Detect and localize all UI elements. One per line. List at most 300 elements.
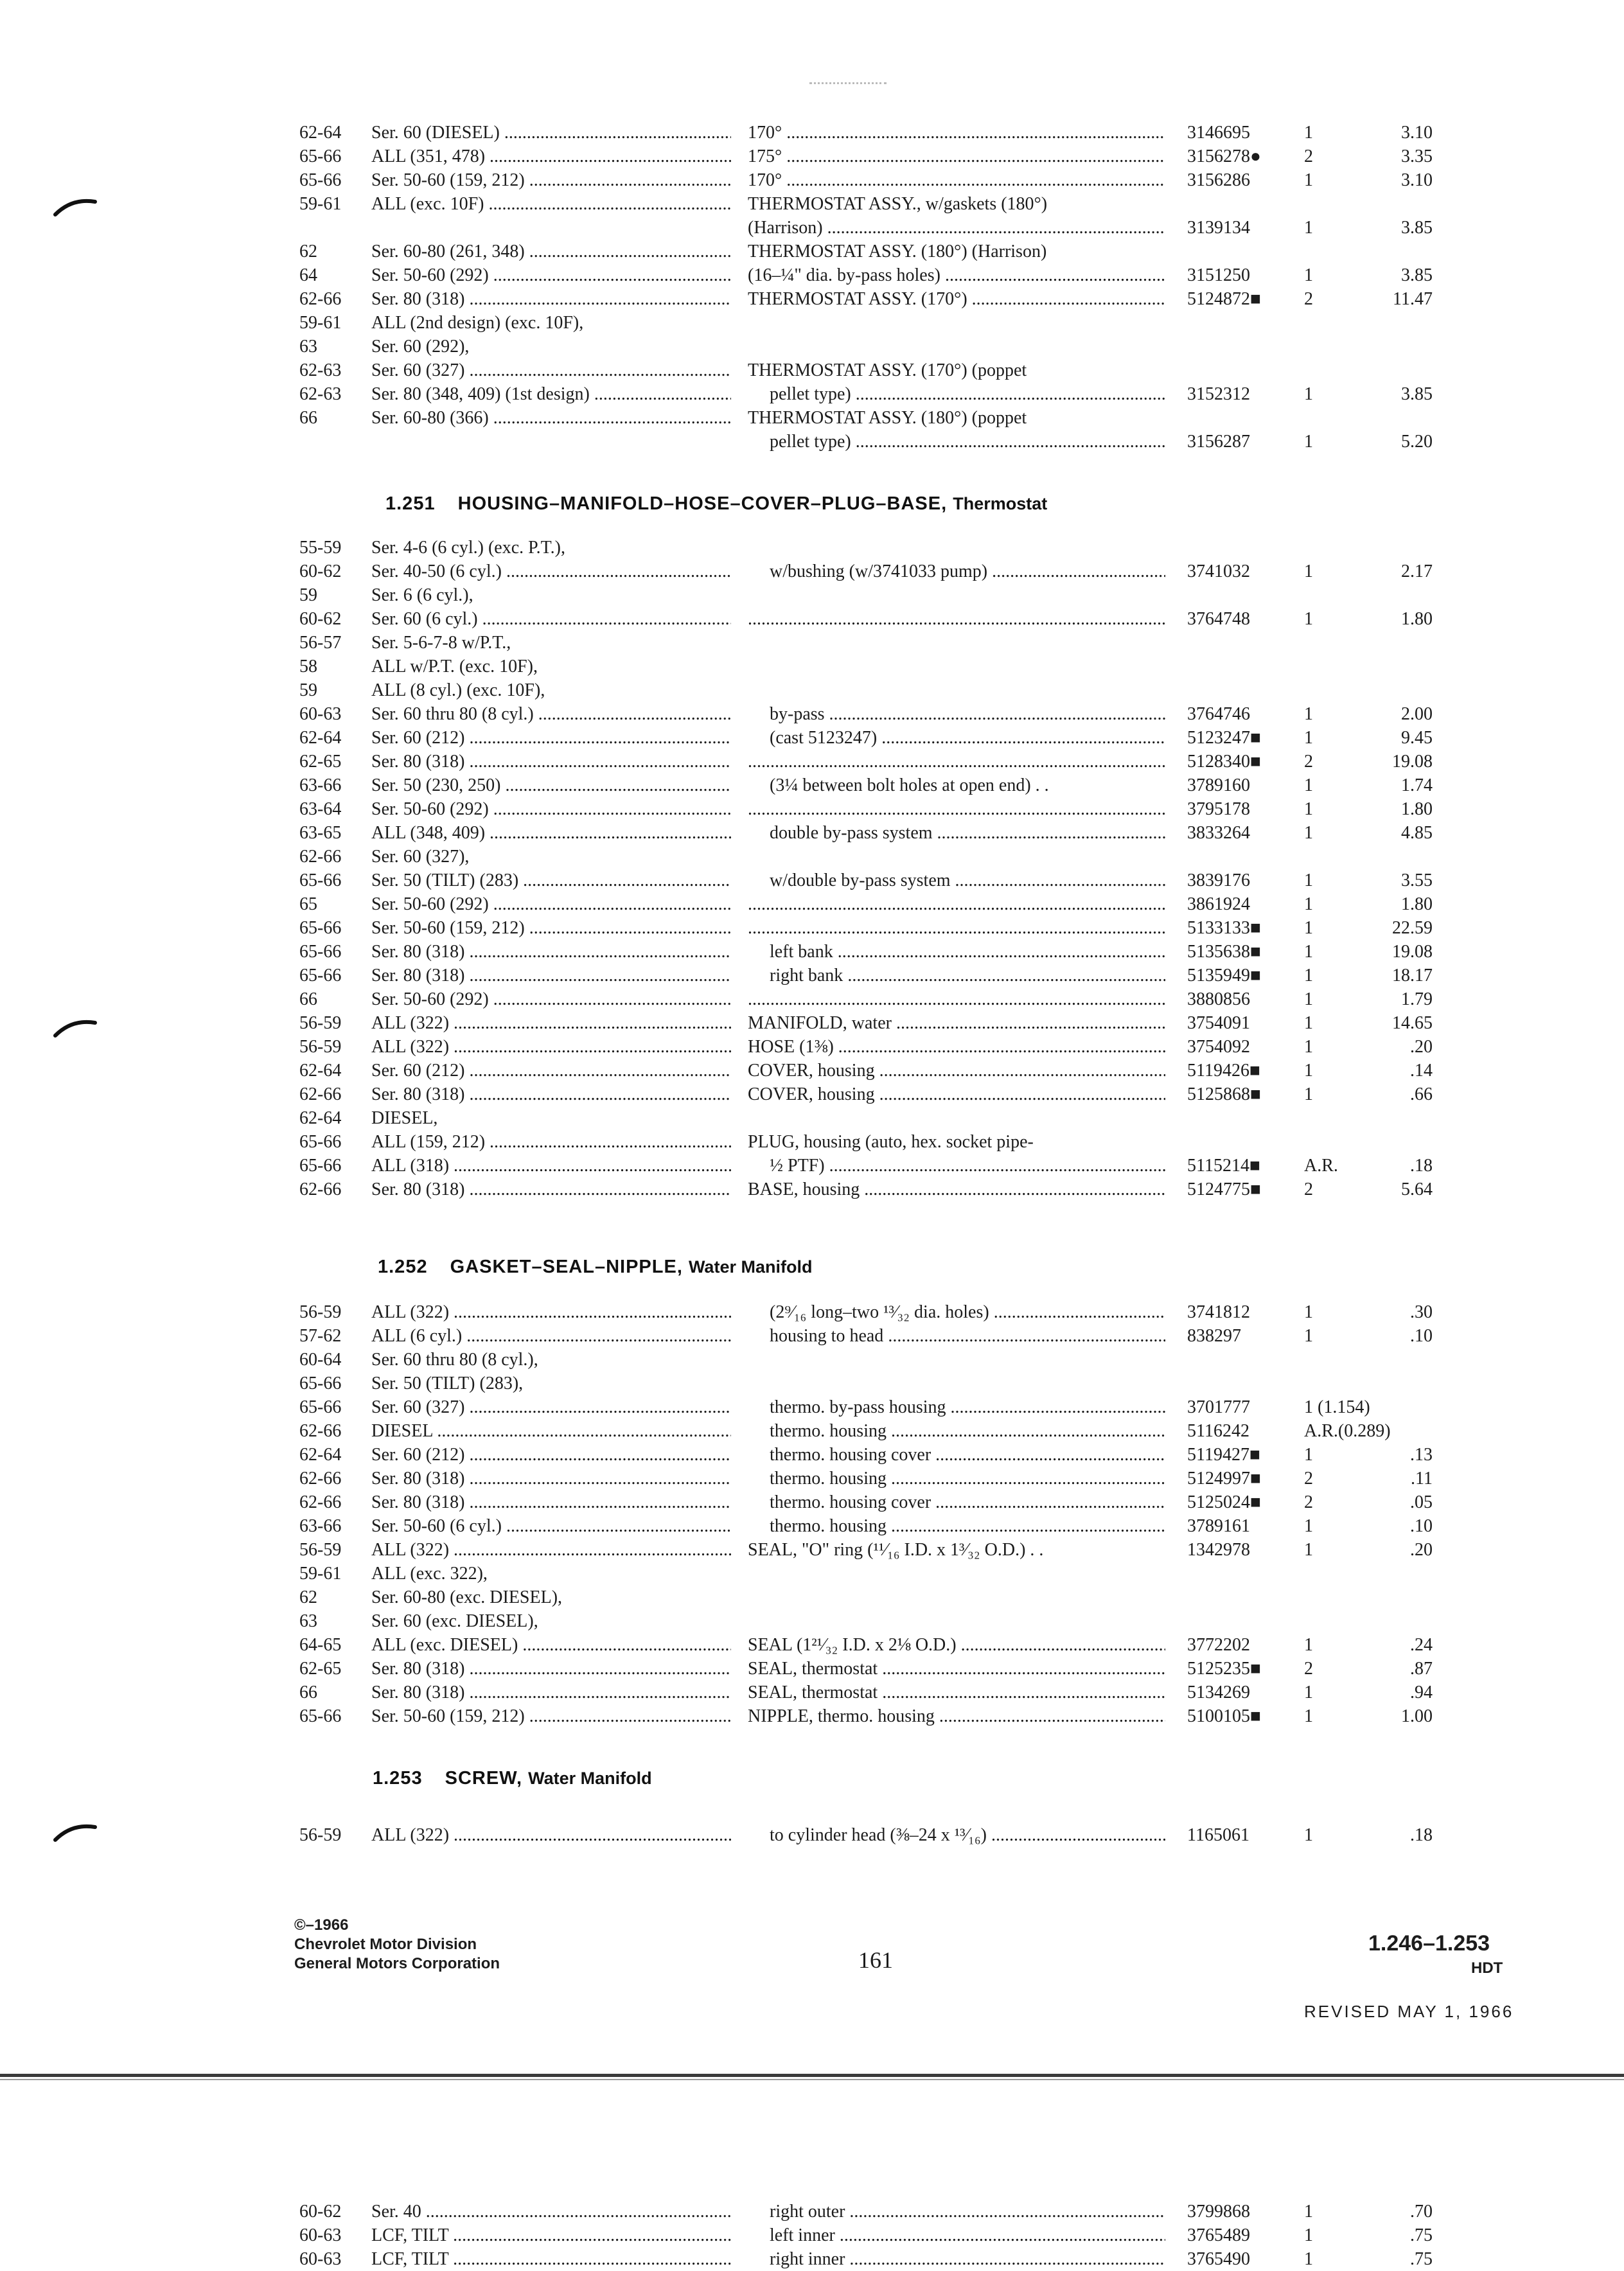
price-text: 1.80 xyxy=(1401,799,1433,819)
page-divider-shadow xyxy=(0,2079,1624,2080)
price-text: .30 xyxy=(1410,1302,1433,1322)
part-number-text: 3754091 xyxy=(1187,1013,1250,1033)
part-number xyxy=(1187,773,1309,797)
part-number-text: 3880856 xyxy=(1187,989,1250,1009)
model-year xyxy=(299,1823,376,1847)
part-number xyxy=(1187,916,1309,940)
price-text: 3.35 xyxy=(1401,146,1433,166)
model-year-text: 65-66 xyxy=(299,1156,342,1176)
application-text: ALL (318) xyxy=(371,1156,450,1176)
part-number-text: 3861924 xyxy=(1187,894,1250,914)
part-number-text: 838297 xyxy=(1187,1326,1241,1346)
description-text: to cylinder head (⅜–24 x ¹³⁄₁₆) xyxy=(770,1825,987,1845)
application xyxy=(371,702,731,726)
description-text: left inner xyxy=(770,2225,835,2245)
model-year-text: 59 xyxy=(299,585,317,605)
price-text: 2.17 xyxy=(1401,561,1433,581)
model-year xyxy=(299,678,376,702)
parts-row xyxy=(0,1586,1624,1609)
application xyxy=(371,1443,731,1467)
description xyxy=(748,1467,1165,1490)
quantity-text: 1 xyxy=(1304,265,1313,285)
model-year xyxy=(299,869,376,892)
model-year xyxy=(299,916,376,940)
description xyxy=(748,1443,1165,1467)
application-text: Ser. 50-60 (292) xyxy=(371,989,489,1009)
model-year-text: 65-66 xyxy=(299,1397,342,1417)
application xyxy=(371,536,731,560)
model-year xyxy=(299,1035,376,1059)
price xyxy=(1343,1538,1433,1562)
description-text: MANIFOLD, water xyxy=(748,1013,892,1033)
application xyxy=(371,845,731,869)
parts-row xyxy=(0,145,1624,168)
description xyxy=(748,797,1165,821)
description xyxy=(748,2247,1165,2271)
model-year xyxy=(299,631,376,655)
description-text: by-pass xyxy=(770,704,825,724)
application xyxy=(371,263,731,287)
description xyxy=(748,2223,1165,2247)
description xyxy=(748,1395,1165,1419)
price-text: .75 xyxy=(1410,2225,1433,2245)
quantity-text: 1 xyxy=(1304,1061,1313,1081)
price xyxy=(1343,821,1433,845)
model-year xyxy=(299,536,376,560)
part-number-text: 5119426■ xyxy=(1187,1061,1260,1081)
quantity-text: 1 xyxy=(1304,1516,1313,1536)
application-text: ALL (8 cyl.) (exc. 10F), xyxy=(371,680,545,700)
model-year-text: 62-66 xyxy=(299,1084,342,1104)
model-year xyxy=(299,773,376,797)
section-1251 xyxy=(0,536,1624,1201)
application-text: ALL (322) xyxy=(371,1540,450,1560)
parts-row xyxy=(0,287,1624,311)
application xyxy=(371,655,731,678)
model-year xyxy=(299,1443,376,1467)
application xyxy=(371,145,731,168)
model-year xyxy=(299,1082,376,1106)
parts-row xyxy=(0,1395,1624,1419)
part-number xyxy=(1187,1681,1309,1704)
description xyxy=(748,1419,1165,1443)
description xyxy=(748,702,1165,726)
parts-row xyxy=(0,536,1624,560)
application xyxy=(371,335,731,358)
part-number-text: 3146695 xyxy=(1187,123,1250,143)
quantity-text: A.R.(0.289) xyxy=(1304,1421,1391,1441)
part-number-text: 1165061 xyxy=(1187,1825,1249,1845)
application-text: Ser. 80 (318) xyxy=(371,1469,465,1489)
part-number-text: 3839176 xyxy=(1187,870,1250,890)
model-year xyxy=(299,1681,376,1704)
part-number-text: 3754092 xyxy=(1187,1037,1250,1057)
description-text: 170° xyxy=(748,170,782,190)
model-year-text: 63-64 xyxy=(299,799,342,819)
application-text: Ser. 60 (212) xyxy=(371,1445,465,1465)
parts-row xyxy=(0,311,1624,335)
part-number xyxy=(1187,869,1309,892)
parts-row xyxy=(0,1681,1624,1704)
quantity-text: 1 xyxy=(1304,799,1313,819)
model-year-text: 62-66 xyxy=(299,1421,342,1441)
price xyxy=(1343,145,1433,168)
price xyxy=(1343,869,1433,892)
description-text: NIPPLE, thermo. housing xyxy=(748,1706,935,1726)
application xyxy=(371,1490,731,1514)
price-text: .75 xyxy=(1410,2249,1433,2269)
parts-row xyxy=(0,678,1624,702)
section-heading-1251 xyxy=(385,493,1047,515)
quantity-text: 2 xyxy=(1304,289,1313,309)
model-year-text: 56-59 xyxy=(299,1013,342,1033)
description-text: COVER, housing xyxy=(748,1061,875,1081)
model-year xyxy=(299,1657,376,1681)
model-year-text: 56-57 xyxy=(299,633,342,653)
model-year xyxy=(299,1609,376,1633)
description-text: 170° xyxy=(748,123,782,143)
parts-row xyxy=(0,821,1624,845)
application-text: Ser. 60 (exc. DIESEL), xyxy=(371,1611,538,1631)
description-text: pellet type) xyxy=(770,384,851,404)
part-number xyxy=(1187,168,1309,192)
parts-row xyxy=(0,702,1624,726)
scan-artifact xyxy=(809,82,887,87)
price-text: .10 xyxy=(1410,1516,1433,1536)
description xyxy=(748,1633,1165,1657)
model-year xyxy=(299,940,376,964)
model-year-text: 62 xyxy=(299,1587,317,1607)
part-number xyxy=(1187,560,1309,583)
application xyxy=(371,240,731,263)
application xyxy=(371,1657,731,1681)
price xyxy=(1343,1300,1433,1324)
model-year-text: 57-62 xyxy=(299,1326,342,1346)
parts-row xyxy=(0,1082,1624,1106)
application xyxy=(371,821,731,845)
description-text: (16–¼" dia. by-pass holes) xyxy=(748,265,940,285)
part-number-text: 5135949■ xyxy=(1187,966,1261,985)
description xyxy=(748,1059,1165,1082)
parts-row xyxy=(0,987,1624,1011)
price-text: 5.64 xyxy=(1401,1180,1433,1199)
model-year-text: 62-66 xyxy=(299,1469,342,1489)
quantity-text: 2 xyxy=(1304,146,1313,166)
part-number xyxy=(1187,750,1309,773)
description xyxy=(748,560,1165,583)
model-year-text: 62-64 xyxy=(299,728,342,748)
price-text: .24 xyxy=(1410,1635,1433,1655)
quantity-text: 1 xyxy=(1304,918,1313,938)
quantity-text: 1 xyxy=(1304,966,1313,985)
model-year xyxy=(299,168,376,192)
price xyxy=(1343,1681,1433,1704)
part-number-text: 5133133■ xyxy=(1187,918,1261,938)
part-number-text: 5123247■ xyxy=(1187,728,1261,748)
parts-row xyxy=(0,1562,1624,1586)
price xyxy=(1343,1823,1433,1847)
quantity-text: A.R. xyxy=(1304,1156,1338,1176)
application xyxy=(371,869,731,892)
price-text: .18 xyxy=(1410,1825,1433,1845)
section-heading-1252 xyxy=(378,1257,812,1278)
model-year xyxy=(299,726,376,750)
price-text: 22.59 xyxy=(1392,918,1433,938)
part-number-text: 3789160 xyxy=(1187,775,1250,795)
description-text: right outer xyxy=(770,2202,845,2222)
price-text: 1.80 xyxy=(1401,609,1433,629)
part-number xyxy=(1187,702,1309,726)
application-text: Ser. 60-80 (exc. DIESEL), xyxy=(371,1587,563,1607)
description xyxy=(748,430,1165,454)
application xyxy=(371,940,731,964)
description xyxy=(748,1657,1165,1681)
parts-row xyxy=(0,1300,1624,1324)
parts-row xyxy=(0,240,1624,263)
part-number-text: 3139134 xyxy=(1187,218,1250,238)
application xyxy=(371,1419,731,1443)
revision-date: REVISED MAY 1, 1966 xyxy=(1304,2002,1514,2021)
application-text: Ser. 6 (6 cyl.), xyxy=(371,585,473,605)
description-text: SEAL, thermostat xyxy=(748,1683,878,1702)
parts-row xyxy=(0,1035,1624,1059)
parts-row xyxy=(0,358,1624,382)
model-year xyxy=(299,607,376,631)
description xyxy=(748,607,1165,631)
application xyxy=(371,2223,731,2247)
quantity-text: 1 xyxy=(1304,2249,1313,2269)
quantity-text: 1 xyxy=(1304,1445,1313,1465)
section-title: GASKET–SEAL–NIPPLE, xyxy=(450,1257,683,1277)
model-year xyxy=(299,2247,376,2271)
description-text: thermo. housing xyxy=(770,1421,887,1441)
part-number xyxy=(1187,145,1309,168)
application-text: Ser. 80 (318) xyxy=(371,752,465,772)
description xyxy=(748,1035,1165,1059)
application-text: Ser. 60 (6 cyl.) xyxy=(371,609,478,629)
application xyxy=(371,1059,731,1082)
part-number xyxy=(1187,1035,1309,1059)
part-number-text: 3795178 xyxy=(1187,799,1250,819)
description xyxy=(748,1514,1165,1538)
application-text: Ser. 50 (TILT) (283), xyxy=(371,1374,524,1393)
part-number xyxy=(1187,1514,1309,1538)
description-text: double by-pass system xyxy=(770,823,933,843)
model-year xyxy=(299,1490,376,1514)
model-year-text: 62-64 xyxy=(299,1445,342,1465)
description xyxy=(748,1130,1165,1154)
parts-row xyxy=(0,631,1624,655)
model-year-text: 56-59 xyxy=(299,1302,342,1322)
parts-row xyxy=(0,797,1624,821)
application-text: Ser. 50-60 (292) xyxy=(371,894,489,914)
model-year-text: 62-64 xyxy=(299,123,342,143)
description xyxy=(748,940,1165,964)
model-year-text: 65-66 xyxy=(299,870,342,890)
price xyxy=(1343,2200,1433,2223)
section-number: 1.251 xyxy=(385,493,436,514)
application-text: Ser. 50 (230, 250) xyxy=(371,775,501,795)
application xyxy=(371,964,731,987)
quantity-text: 1 xyxy=(1304,2225,1313,2245)
model-year xyxy=(299,382,376,406)
model-year-text: 59 xyxy=(299,680,317,700)
part-number-text: 5134269 xyxy=(1187,1683,1250,1702)
description-text: THERMOSTAT ASSY., w/gaskets (180°) xyxy=(748,194,1048,214)
application-text: ALL w/P.T. (exc. 10F), xyxy=(371,657,538,676)
part-number-text: 5128340■ xyxy=(1187,752,1261,772)
application xyxy=(371,750,731,773)
price-text: .66 xyxy=(1410,1084,1433,1104)
model-year-text: 62-66 xyxy=(299,847,342,867)
parts-row xyxy=(0,964,1624,987)
part-number-text: 5125868■ xyxy=(1187,1084,1261,1104)
model-year xyxy=(299,892,376,916)
parts-row xyxy=(0,2223,1624,2247)
price xyxy=(1343,287,1433,311)
part-number-text: 3764748 xyxy=(1187,609,1250,629)
model-year xyxy=(299,1011,376,1035)
application-text: Ser. 4-6 (6 cyl.) (exc. P.T.), xyxy=(371,538,565,558)
part-number xyxy=(1187,121,1309,145)
application xyxy=(371,726,731,750)
model-year xyxy=(299,1178,376,1201)
application-text: Ser. 80 (348, 409) (1st design) xyxy=(371,384,590,404)
page-divider xyxy=(0,2074,1624,2077)
model-year xyxy=(299,964,376,987)
part-number xyxy=(1187,2223,1309,2247)
application-text: ALL (322) xyxy=(371,1302,450,1322)
description xyxy=(748,916,1165,940)
parts-row xyxy=(0,406,1624,430)
model-year xyxy=(299,263,376,287)
part-number-text: 5124997■ xyxy=(1187,1469,1261,1489)
model-year-text: 65-66 xyxy=(299,1706,342,1726)
part-number-text: 5135638■ xyxy=(1187,942,1261,962)
model-year-text: 60-63 xyxy=(299,2249,342,2269)
quantity-text: 1 xyxy=(1304,123,1313,143)
part-number xyxy=(1187,1395,1309,1419)
model-year xyxy=(299,987,376,1011)
part-number-text: 3151250 xyxy=(1187,265,1250,285)
parts-row xyxy=(0,1633,1624,1657)
price-text: 1.79 xyxy=(1401,989,1433,1009)
application-text: Ser. 60 (327) xyxy=(371,1397,465,1417)
part-number xyxy=(1187,287,1309,311)
price-text: 3.10 xyxy=(1401,123,1433,143)
parts-row xyxy=(0,168,1624,192)
application-text: Ser. 50-60 (292) xyxy=(371,265,489,285)
description-text: HOSE (1⅜) xyxy=(748,1037,834,1057)
part-number-text: 5125024■ xyxy=(1187,1492,1261,1512)
price-text: 3.85 xyxy=(1401,265,1433,285)
quantity-text: 1 xyxy=(1304,1825,1313,1845)
part-number-text: 3152312 xyxy=(1187,384,1250,404)
parts-row xyxy=(0,2247,1624,2271)
application xyxy=(371,1178,731,1201)
application-text: Ser. 40 xyxy=(371,2202,421,2222)
description-text: BASE, housing xyxy=(748,1180,860,1199)
part-number xyxy=(1187,216,1309,240)
application xyxy=(371,1467,731,1490)
division-name: Chevrolet Motor Division xyxy=(294,1936,477,1953)
application-text: Ser. 60-80 (261, 348) xyxy=(371,242,525,261)
price-text: 3.85 xyxy=(1401,218,1433,238)
application-text: DIESEL, xyxy=(371,1108,438,1128)
parts-row xyxy=(0,1106,1624,1130)
price xyxy=(1343,216,1433,240)
application xyxy=(371,358,731,382)
part-number xyxy=(1187,1324,1309,1348)
price-text: 3.55 xyxy=(1401,870,1433,890)
model-year-text: 62-65 xyxy=(299,1659,342,1679)
model-year xyxy=(299,1154,376,1178)
quantity-text: 1 xyxy=(1304,1326,1313,1346)
description xyxy=(748,287,1165,311)
application-text: Ser. 60 (DIESEL) xyxy=(371,123,500,143)
description-text: COVER, housing xyxy=(748,1084,875,1104)
quantity-text: 1 xyxy=(1304,1683,1313,1702)
model-year xyxy=(299,821,376,845)
parts-row xyxy=(0,1178,1624,1201)
model-year-text: 62 xyxy=(299,242,317,261)
model-year-text: 65-66 xyxy=(299,170,342,190)
parts-row xyxy=(0,892,1624,916)
model-year xyxy=(299,1130,376,1154)
description xyxy=(748,964,1165,987)
description xyxy=(748,240,1165,263)
parts-row xyxy=(0,1011,1624,1035)
price-text: .20 xyxy=(1410,1540,1433,1560)
application xyxy=(371,1130,731,1154)
model-year-text: 65-66 xyxy=(299,146,342,166)
model-year-text: 56-59 xyxy=(299,1037,342,1057)
parts-row xyxy=(0,216,1624,240)
quantity-text: 1 xyxy=(1304,728,1313,748)
price xyxy=(1343,916,1433,940)
part-number-text: 3833264 xyxy=(1187,823,1250,843)
application-text: Ser. 60 (212) xyxy=(371,728,465,748)
application xyxy=(371,1681,731,1704)
model-year xyxy=(299,335,376,358)
quantity-text: 1 xyxy=(1304,2202,1313,2222)
part-number-text: 5100105■ xyxy=(1187,1706,1261,1726)
model-year-text: 65-66 xyxy=(299,1132,342,1152)
description xyxy=(748,869,1165,892)
model-year xyxy=(299,121,376,145)
part-number-text: 3156286 xyxy=(1187,170,1250,190)
application xyxy=(371,2200,731,2223)
quantity-text: 1 xyxy=(1304,609,1313,629)
model-year xyxy=(299,1348,376,1372)
part-number xyxy=(1187,1082,1309,1106)
application xyxy=(371,1300,731,1324)
quantity-text: 1 xyxy=(1304,894,1313,914)
description xyxy=(748,1704,1165,1728)
parts-row xyxy=(0,560,1624,583)
price-text: .05 xyxy=(1410,1492,1433,1512)
part-number-text: 3741032 xyxy=(1187,561,1250,581)
parts-row xyxy=(0,583,1624,607)
description xyxy=(748,358,1165,382)
part-number xyxy=(1187,607,1309,631)
part-number xyxy=(1187,1704,1309,1728)
quantity-text: 1 xyxy=(1304,1540,1313,1560)
price-text: 1.80 xyxy=(1401,894,1433,914)
description xyxy=(748,892,1165,916)
part-number xyxy=(1187,2200,1309,2223)
quantity-text: 1 xyxy=(1304,823,1313,843)
